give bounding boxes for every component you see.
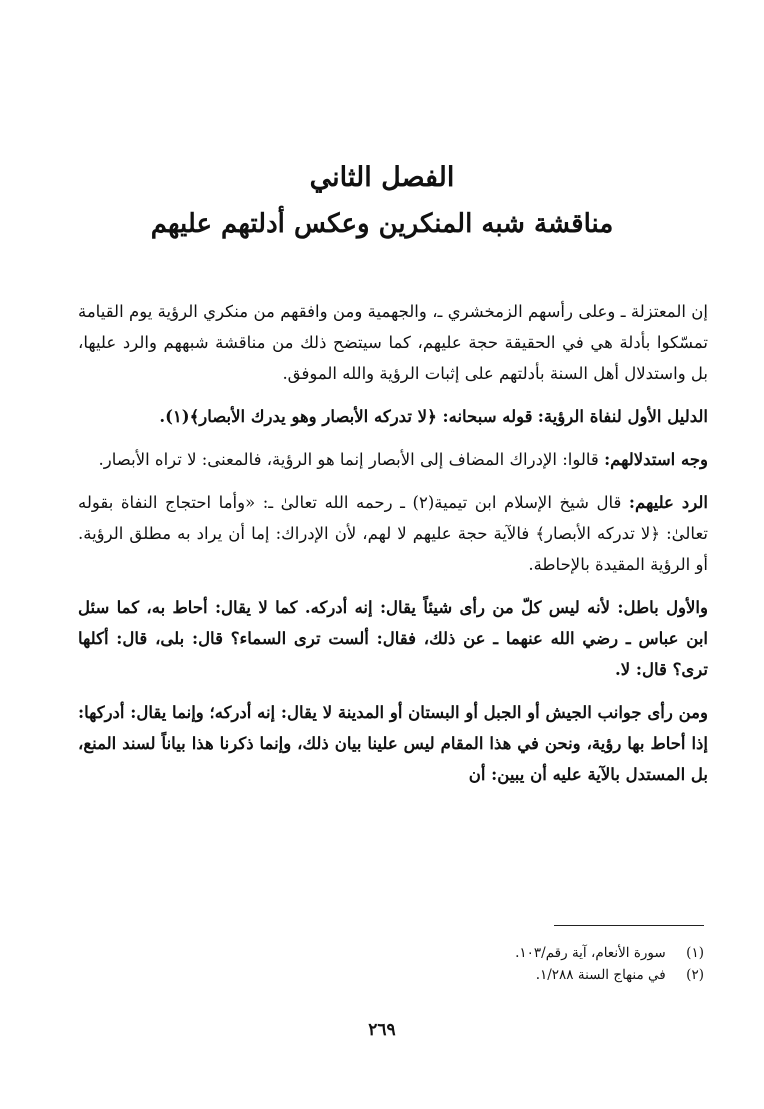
paragraph (78, 697, 708, 790)
page-number: ٢٦٩ (368, 1020, 396, 1040)
paragraph-lead: وجه استدلالهم: (604, 450, 708, 469)
paragraph (78, 592, 708, 685)
paragraph (78, 296, 708, 389)
footnote-text: في منهاج السنة ١/٢٨٨. (535, 967, 666, 983)
paragraph-text: ومن رأى جوانب الجيش أو الجبل أو البستان أو المدينة لا يقال: إنه أدركه؛ وإنما يقال: أدركها: إذا أحاط بها رؤية، ونحن في هذا المقام ليس علينا بيان ذلك، وإنما ذكرنا هذا بياناً لسند المنع، بل المستدل بالآية عليه أن يبين: أن (78, 703, 708, 784)
footnote-number: (١) (686, 945, 704, 961)
paragraph-text: قال شيخ الإسلام ابن تيمية(٢) ـ رحمه الله تعالىٰ ـ: «وأما احتجاج النفاة بقوله تعالىٰ: ﴿لا تدركه الأبصار﴾ فالآية حجة عليهم لا لهم، لأن الإدراك: إما أن يراد به مطلق الرؤية. أو الرؤية المقيدة بالإحاطة. (78, 493, 708, 574)
footnote (74, 942, 704, 964)
paragraph (78, 401, 708, 432)
paragraph-lead: الدليل الأول لنفاة الرؤية: (537, 407, 708, 426)
paragraph-text: قالوا: الإدراك المضاف إلى الأبصار إنما هو الرؤية، فالمعنى: لا تراه الأبصار. (98, 450, 599, 469)
footnotes (74, 942, 704, 986)
paragraph (78, 487, 708, 580)
footnote (74, 964, 704, 986)
footnote-divider (554, 925, 704, 926)
paragraph (78, 444, 708, 475)
chapter-title: الفصل الثاني (309, 162, 455, 193)
paragraph-text: قوله سبحانه: ﴿لا تدركه الأبصار وهو يدرك الأبصار﴾(١). (159, 407, 533, 426)
body-text (78, 296, 708, 802)
footnote-number: (٢) (686, 967, 704, 983)
section-title: مناقشة شبه المنكرين وعكس أدلتهم عليهم (150, 209, 614, 239)
paragraph-lead: الرد عليهم: (628, 493, 708, 512)
paragraph-text: والأول باطل: لأنه ليس كلّ من رأى شيئاً يقال: إنه أدركه. كما لا يقال: أحاط به، كما سئل ابن عباس ـ رضي الله عنهما ـ عن ذلك، فقال: ألست ترى السماء؟ قال: بلى، قال: أكلها ترى؟ قال: لا. (78, 598, 708, 679)
paragraph-text: إن المعتزلة ـ وعلى رأسهم الزمخشري ـ، والجهمية ومن وافقهم من منكري الرؤية يوم القيامة تمسّكوا بأدلة هي في الحقيقة حجة عليهم، كما سيتضح ذلك من مناقشة شبههم والرد عليها، بل واستدلال أهل السنة بأدلتهم على إثبات الرؤية والله الموفق. (78, 302, 708, 383)
chapter-heading (0, 160, 764, 242)
footnote-text: سورة الأنعام، آية رقم/١٠٣. (515, 945, 666, 961)
